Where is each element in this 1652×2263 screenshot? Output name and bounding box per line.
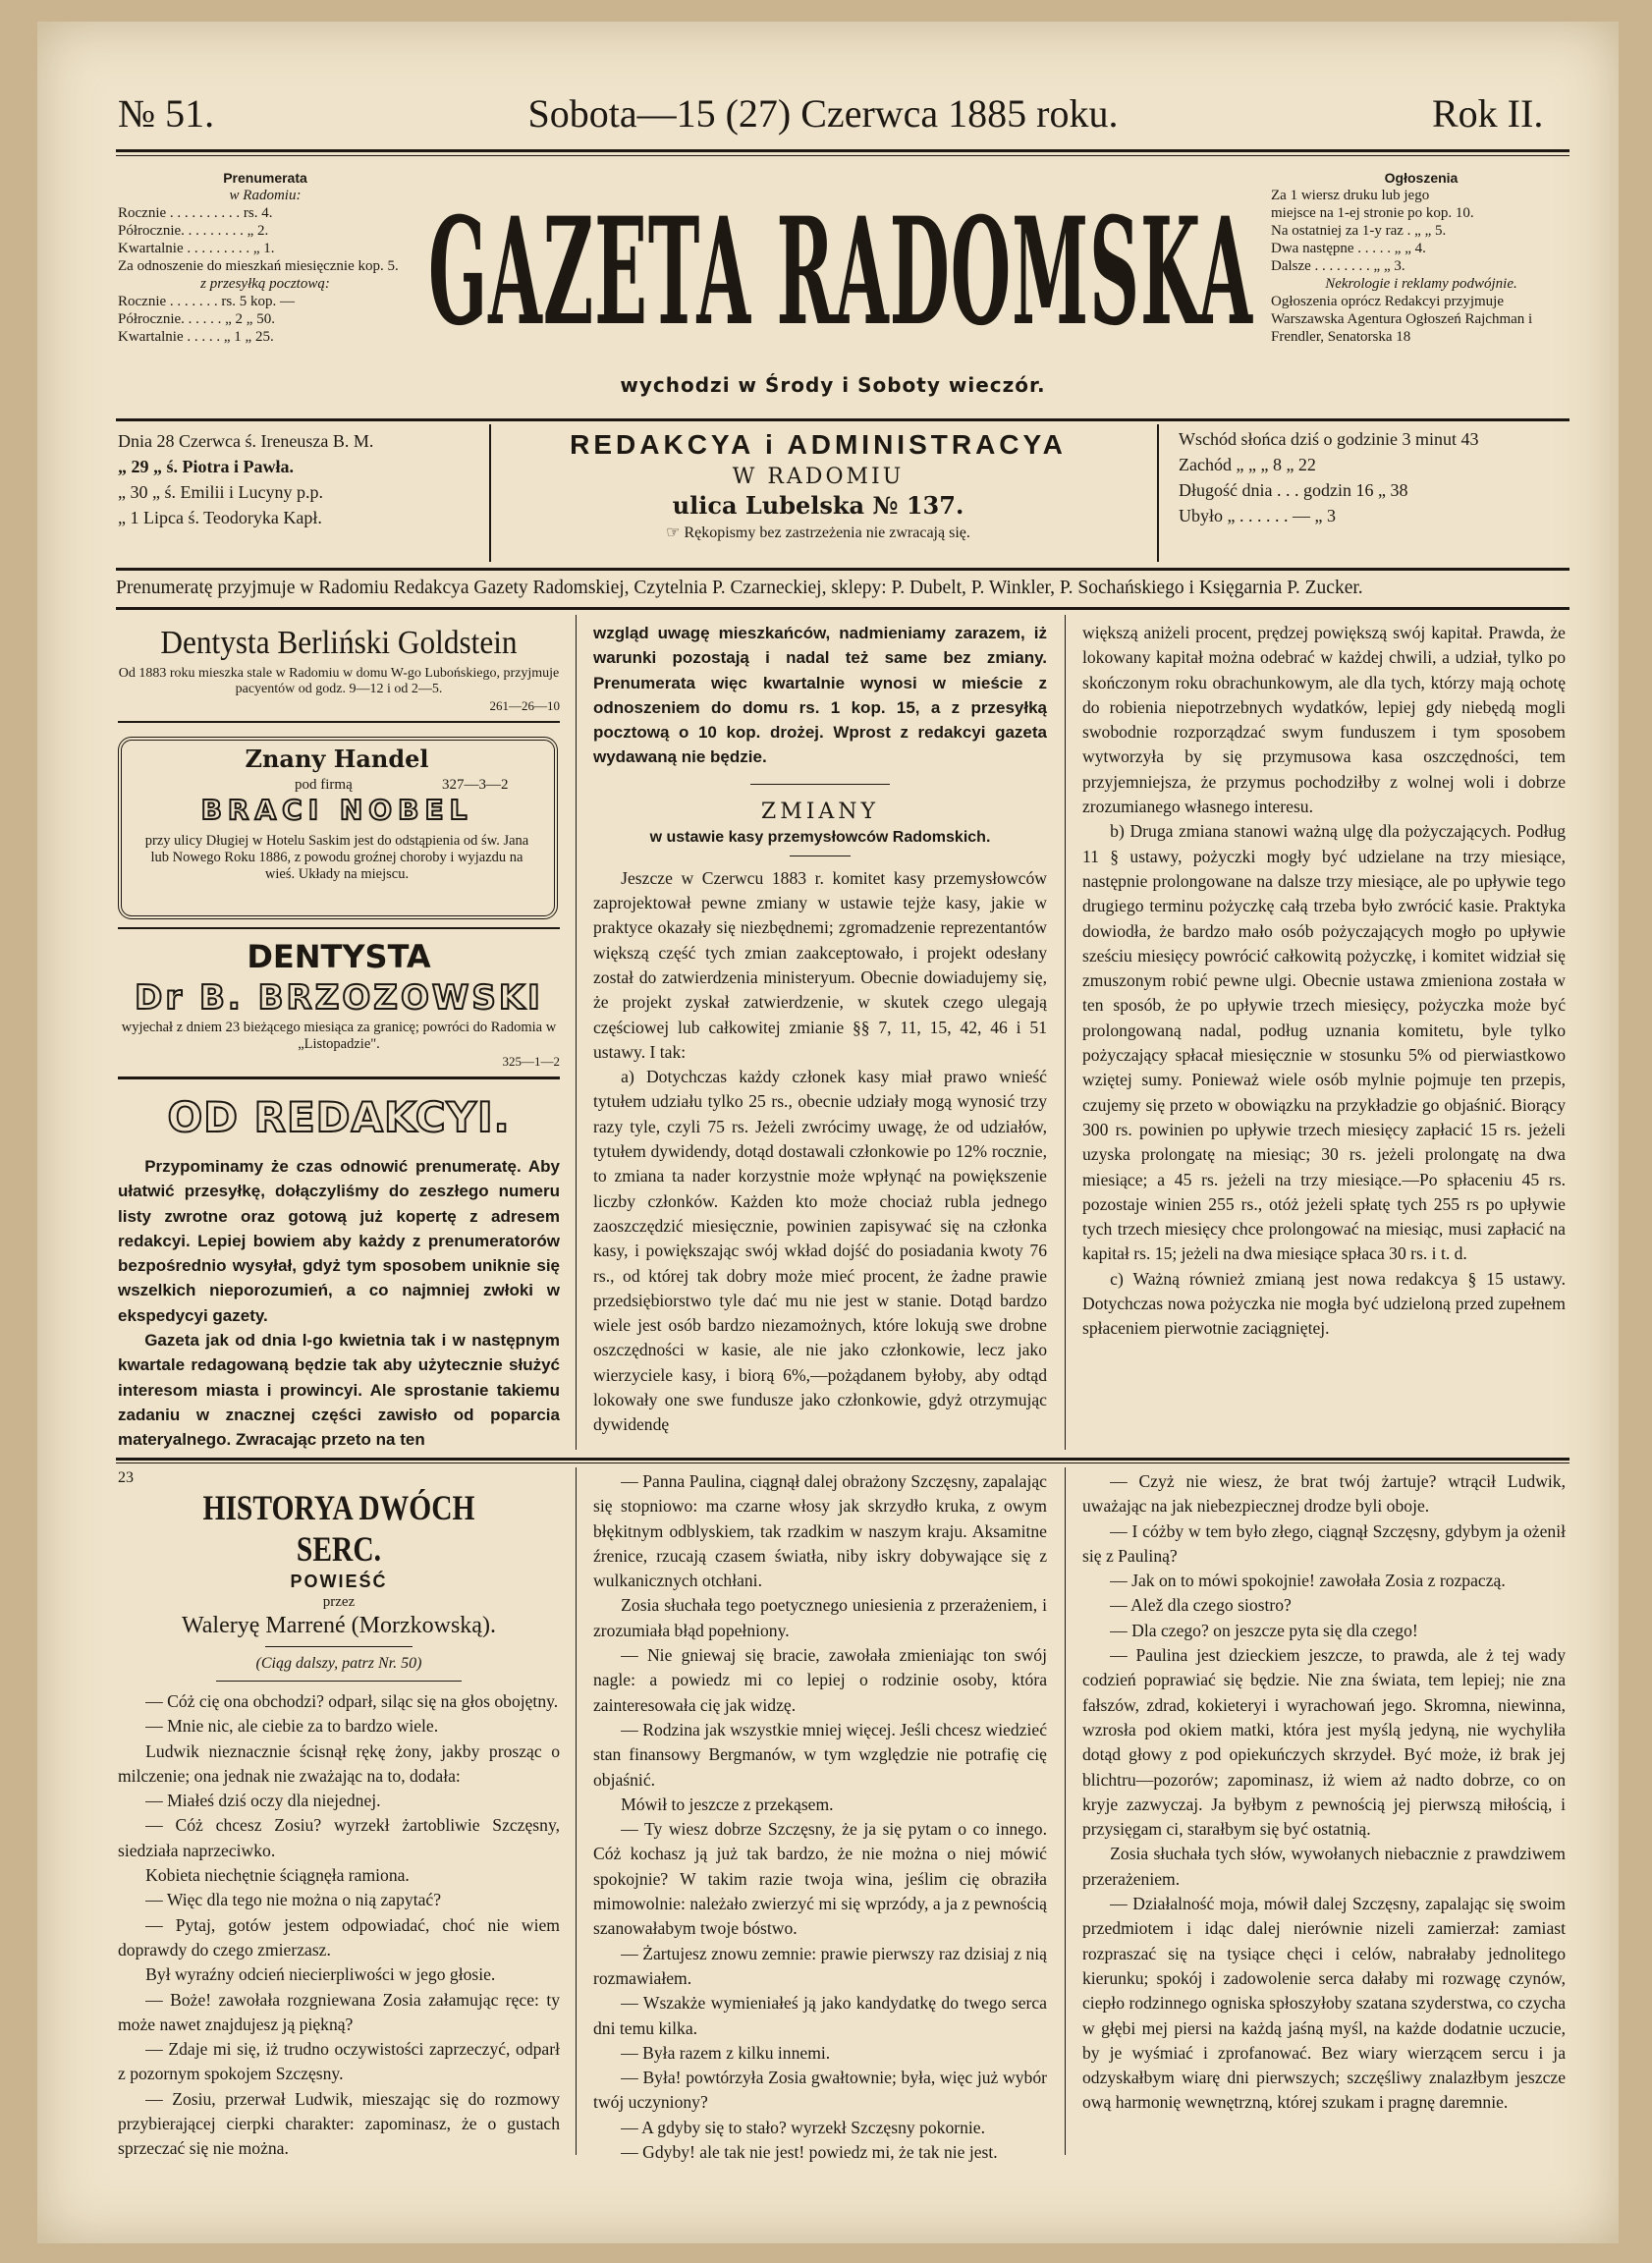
feuilleton-rule [116,1458,1569,1461]
prenumerata-radom-label: w Radomiu: [229,188,302,203]
ogloszenia-box [1271,169,1571,346]
masthead-title: GAZETA RADOMSKA [428,186,1253,359]
calendar-line-1: Dnia 28 Czerwca ś. Ireneusza B. M. [118,431,374,451]
feuilleton-c1-p4: — Cóż chcesz Zosiu? wyrzekł żartobliwie Szczęsny, siedziała naprzeciwko. [118,1815,560,1860]
feuilleton-col-1 [118,1469,560,2162]
prenumerata-post-1: Rocznie . . . . . . . rs. 5 kop. — [118,294,295,309]
zmiany-p5: c) Ważną również zmianą jest nowa redakcya § 15 ustawy. Dotychczas nowa pożyczka nie mogła być udzieloną przed zupełnem spłaceniem pierwotnie zaciągniętej. [1082,1268,1566,1339]
feuilleton-c3-p4: — Dla czego? on jeszcze pyta się dla czego! [1110,1620,1418,1640]
feuilleton-c1-p2: Ludwik nieznacznie ścisnął rękę żony, jakby prosząc o milczenie; ona jednak nie zważając na to, dodała: [118,1740,560,1786]
feuilleton-col-2 [593,1469,1047,2165]
feuilleton-c1-p11: — Zosiu, przerwał Ludwik, mieszając się do rozmowy przybierającej cierpki charakter: zapominasz, że o gustach sprzeczać się nie można. [118,2088,560,2159]
calendar-box [118,428,471,530]
prenumerata-post-2: Półrocznie. . . . . . „ 2 „ 50. [118,311,275,327]
calendar-line-4: „ 1 Lipca ś. Teodoryka Kapł. [118,508,322,527]
feuilleton-col-3 [1082,1469,1566,2116]
ogloszenia-line-3: Na ostatniej za 1-y raz . „ „ 5. [1271,223,1447,239]
ogloszenia-heading: Ogłoszenia [1384,170,1459,186]
od-redakcyi-p3: wzgląd uwagę mieszkańców, nadmieniamy zarazem, iż warunki pozostają i nadal też same bez zmiany. Prenumerata więc kwartalnie wynosi w mieście z odnoszeniem do domu rs. 1 kop. 15, a z przesyłką pocztową o 10 kop. drożej. Wprost z redakcyi gazeta wydawaną nie będzie. [593,624,1047,767]
redakcya-line2: W RADOMIU [732,465,905,489]
prenumerata-post-label: z przesyłką pocztową: [200,276,330,292]
prenumerata-heading: Prenumerata [223,170,307,186]
feuilleton-c1-p6: — Więc dla tego nie można o nią zapytać? [145,1890,442,1910]
feuilleton-rule-small [265,1646,413,1647]
zmiany-p4: b) Druga zmiana stanowi ważną ulgę dla pożyczających. Podług 11 § ustawy, pożyczki mogły być udzielane na trzy miesiące, następnie prolongowane na dalsze trzy miesiące, ale po upływie tego drugiego terminu pożyczkę całą trzeba było zwrócić kasie. Praktyka dowiodła, że bardzo mało osób pożyczających mogło po upływie sześciu miesięcy powrócić całkowitą pożyczkę, i komitet widział się zmuszonym robić pewne ulgi. Obecnie ustawa zmieniona została w ten sposób, że po upływie trzech miesięcy, pożyczka może być prolongowaną nadal, podług uznania komitetu, byle tylko pożyczający spłacał miesięcznie w stosunku 5% od pierwiastkowo wziętej sumy. Ponieważ wiele osób mylnie pojmuje ten przepis, czujemy się przeto w obowiązku na przykładzie go objaśnić. Biorący 300 rs. powinien po upływie trzech miesięcy zapłacić 15 rs. jeżeli uzyska prolongatę na miesiąc; 30 rs. jeżeli prolongatę na dwa miesiące; a 45 rs. jeżeli na trzy miesiące.—Po spłaceniu 45 rs. pozostaje winien 255 rs., otóż jeżeli spłatę tych 255 rs po upływie tych trzech miesięcy chce prolongować na miesiąc, musi zapłacić na kapitał rs. 15; jeżeli na dwa miesiące spłaca 30 rs. i t. d. [1082,821,1566,1264]
feuilleton-c1-p0: — Cóż cię ona obchodzi? odparł, siląc się na głos obojętny. [145,1691,559,1711]
redakcya-note-row [499,521,1137,545]
feuilleton-c1-p7: — Pytaj, gotów jestem odpowiadać, choć nie wiem doprawdy do czego zmierzasz. [118,1914,560,1959]
od-redakcyi-p2: Gazeta jak od dnia l-go kwietnia tak i w następnym kwartale redagowaną będzie tak aby użytecznie służyć interesom miasta i prowincyi. Ale sprostanie takiemu zadaniu w znacznej części zawisło od poparcia materyalnego. Zwracając przeto na ten [118,1331,560,1450]
prenumerata-delivery: Za odnoszenie do mieszkań miesięcznie kop. 5. [118,258,399,274]
zmiany-p1: Jeszcze w Czerwcu 1883 r. komitet kasy przemysłowców zaprojektował pewne zmiany w ustawie tejże kasy, jakie w praktyce okazały się niezbędnemi; zgromadzenie reprezentantów większą część tych zmian zaakceptowało, i projekt odesłany został do zatwierdzenia ministeryum. Obecnie dowiadujemy się, że projekt zyskał zatwierdzenie, w skutek czego ulegają częściowej lub całkowitej zmianie §§ 7, 11, 15, 42, 46 i 51 ustawy. I tak: [593,867,1047,1062]
redakcya-line1: REDAKCYA i ADMINISTRACYA [570,429,1067,460]
feuilleton-c1-p10: — Zdaje mi się, iż trudno oczywistości zaprzeczyć, odparł z pozornym spokojem Szczęsny. [118,2039,560,2084]
middle-column [593,621,1047,1438]
feuilleton-c3-p7: — Działalność moja, mówił dalej Szczęsny, zapalając się swoim przedmiotem i idąc dalej nierównie nizeli zamierzał: zamiast rozpraszać się na tysiące chęci i celów, nabrałaby jednolitego kierunku; spokój i zadowolenie serca dałaby mi rozwagę czynów, ciepło rodzinnego ogniska spłoszyłoby szatana szyderstwa, co czycha w głębi mej piersi na każdą jaśną myśl, na każde dodatnie uczucie, by je wyśmiać i zprofanować. Bez wiary wierzącem sercu i ja odzyskałbym wiarę dni pierwszych; szczęśliwy znalazłbym jeszcze ową harmonię wewnętrzną, której szukam i pragnę daremnie. [1082,1894,1566,2113]
ogloszenia-agency: Ogłoszenia oprócz Redakcyi przyjmuje Warszawska Agentura Ogłoszeń Rajchman i Frendler, Senatorska 18 [1271,294,1533,345]
feuilleton-c2-p7: — Wszakże wymieniałeś ją jako kandydatkę do twego serca dni temu kilka. [593,1993,1047,2038]
brzozowski-text: wyjechał z dniem 23 bieżącego miesiąca za granicę; powróci do Radomia w „Listopadzie". [121,1020,557,1052]
feuilleton-c2-p9: — Była! powtórzyła Zosia gwałtownie; była, więc już wybór twój uczyniony? [593,2068,1047,2113]
sun-line-4: Ubyło „ . . . . . . — „ 3 [1179,506,1336,525]
od-redakcyi-body [118,1154,560,1453]
feuilleton-number: 23 [118,1469,134,1486]
pointing-hand-icon: ☞ [666,524,685,541]
handel-title: Znany Handel [245,745,429,773]
feuilleton-c3-p0: — Czyż nie wiesz, że brat twój żartuje? wtrącił Ludwik, uważając na jak niebezpiecznej drodze byli oboje. [1082,1471,1566,1517]
feuilleton-col2-body [593,1469,1047,2165]
sun-line-1: Wschód słońca dziś o godzinie 3 minut 43 [1179,429,1479,449]
newspaper-page [37,22,1619,2243]
redakcya-box [499,426,1137,545]
ogloszenia-line-1: Za 1 wiersz druku lub jego [1271,188,1430,203]
column-divider-2 [1065,615,1066,1450]
info-rule [116,568,1569,571]
column-divider-1 [576,615,577,1450]
subscription-bar: Prenumeratę przyjmuje w Radomiu Redakcya Gazety Radomskiej, Czytelnia P. Czarneckiej, sklepy: P. Dubelt, P. Winkler, P. Sochańskiego i Księgarnia P. Zucker. [116,578,1363,598]
sun-line-3: Długość dnia . . . godzin 16 „ 38 [1179,480,1408,500]
ad-rule-2 [118,927,560,929]
feuilleton-c2-p0: — Panna Paulina, ciągnął dalej obrażony Szczęsny, zapalając się stopniowo: ma czarne włosy jak skrzydło kruka, z owym błękitnym odblyskiem, tak rzadkim w naszym kraju. Aksamitne źrenice, rzucają czasem światła, niby iskry dobywające się z wulkanicznych otchłani. [593,1471,1047,1591]
calendar-line-3: „ 30 „ ś. Emilii i Lucyny p.p. [118,482,323,502]
redakcya-line3: ulica Lubelska № 137. [672,491,964,520]
prenumerata-radom-2: Półrocznie. . . . . . . . . „ 2. [118,223,269,239]
feuilleton-c3-p3: — Alež dla czego siostro? [1110,1595,1292,1616]
zmiany-body-cont [1082,621,1566,1342]
brzozowski-name: Dr B. BRZOZOWSKI [135,978,543,1018]
ad-rule-1 [118,721,560,723]
feuilleton-by: przez [322,1594,356,1610]
header-rule [116,149,1569,152]
prenumerata-radom-1: Rocznie . . . . . . . . . . rs. 4. [118,205,273,221]
feuilleton-rule-small-2 [216,1681,462,1682]
feuilleton-c3-p1: — I cóżby w tem było złego, ciągnął Szczęsny, gdybym ja ożenił się z Pauliną? [1082,1520,1566,1566]
section-rule [750,784,890,785]
zmiany-subtitle: w ustawie kasy przemysłowców Radomskich. [649,828,991,846]
column-divider-4 [1065,1467,1066,2155]
ogloszenia-line-4: Dwa następne . . . . . „ „ 4. [1271,241,1426,256]
feuilleton-c3-p2: — Jak on to mówi spokojnie! zawołała Zosia z rozpaczą. [1110,1571,1506,1591]
feuilleton-c3-p5: — Paulina jest dzieckiem jeszcze, to prawda, ale ż tej wady codzień poprawiać się będzie. Nie zna świata, tem lepiej; nie zna fałszów, zdrad, kokieteryi i wyrachowań jego. Skromna, niewinna, wzrosła pod okiem matki, która jest myślą jedyną, nie wychyliła dotąd głowy z pod opiekuńczych skrzydeł. Być może, iż brak jej blichtru—pozorów; zapominasz, iż wiem aż nadto dobrze, co on kryje zazwyczaj. Ja byłbym z pewnością jej pierwszą miłością, i przysięgam ci, starałbym się być ostatnią. [1082,1645,1566,1840]
zmiany-p2: a) Dotychczas każdy członek kasy miał prawo wnieść tytułem udziału tylko 25 rs., obecnie udziały mogą wynosić trzy razy tyle, czyli 75 rs. Jeżeli zwrócimy uwagę, że od udziałów, tytułem dywidendy, dotąd dostawali członkowie po 12% rocznie, to zmiana ta nader korzystnie może wpłynąć na powiększenie liczby członków. Każden kto może chociaż rubla jednego zaoszczędzić miesięcznie, powinien zapisywać się na członka kasy, i powiększając swój wkład dojść do posiadania kwoty 76 rs., od której tak dobry może mieć procent, że żadne prawie przedsiębiorstwo tyle dać mu nie jest w stanie. Dotąd bardzo wiele jest osób bardzo niezamożnych, które lokują swe drobne oszczędności w kasie, ale nie jako członkowie, lecz jako wierzyciele kasy, i biorą 6%,—pożądanem byłoby, aby odtąd lokowały one swe fundusze jako członkowie, gdyż otrzymując dywidendę [593,1067,1047,1435]
redakcya-note: Rękopismy bez zastrzeżenia nie zwracają się. [684,524,970,541]
feuilleton-c2-p6: — Żartujesz znowu zemnie: prawie pierwszy raz dzisiaj z nią rozmawiałem. [593,1943,1047,1988]
issue-number: № 51. [118,91,215,136]
handel-firm: BRACI NOBEL [200,794,473,826]
right-column [1082,621,1566,1342]
feuilleton-c2-p3: — Rodzina jak wszystkie mniej więcej. Jeśli chcesz wiedzieć stan finansowy Bergmanów, w tym względzie nie potrafię cię objaśnić. [593,1719,1047,1790]
calendar-line-2: „ 29 „ ś. Piotra i Pawła. [118,457,294,476]
handel-under: pod firmą [295,777,353,793]
handel-text: przy ulicy Długiej w Hotelu Saskim jest do odstąpienia od św. Jana lub Nowego Roku 1886, z powodu groźnej choroby i wyjazdu na wieś. Układy na miejscu. [144,833,529,882]
feuilleton-c2-p10: — A gdyby się to stało? wyrzekł Szczęsny pokornie. [621,2117,986,2137]
feuilleton-c1-p1: — Mnie nic, ale ciebie za to bardzo wiele. [145,1716,439,1737]
feuilleton-col3-body [1082,1469,1566,2116]
feuilleton-title: HISTORYA DWÓCH SERC. [202,1488,475,1569]
goldstein-text: Od 1883 roku mieszka stale w Radomiu w domu W-go Lubońskiego, przyjmuje pacyentów od godz. 9—12 i od 2—5. [118,666,560,696]
ogloszenia-line-2: miejsce na 1-ej stronie po kop. 10. [1271,205,1474,221]
od-redakcyi-p1: Przypominamy że czas odnowić prenumeratę. Aby ułatwić przesyłkę, dołączyliśmy do zeszłego numeru listy zwrotne oraz gotową już kopertę z adresem redakcyi. Lepiej bowiem aby każdy z prenumeratorów bezpośrednio wysyłał, gdyż tym sposobem uniknie się wszelkich nieporozumień, a co najmniej zwłoki w ekspedycyi gazety. [118,1157,560,1325]
handel-code: 327—3—2 [442,777,509,793]
zmiany-body [593,866,1047,1438]
feuilleton-c2-p8: — Była razem z kilku innemi. [621,2042,831,2063]
goldstein-code: 261—26—10 [489,698,560,713]
dentysta-title: DENTYSTA [247,938,431,975]
prenumerata-box [118,169,413,346]
sun-line-2: Zachód „ „ „ 8 „ 22 [1179,455,1316,474]
feuilleton-c2-p1: Zosia słuchała tego poetycznego uniesienia z przerażeniem, i zrozumiała błąd popełniony. [593,1595,1047,1640]
zmiany-title: ZMIANY [760,799,880,824]
brzozowski-code: 325—1—2 [502,1054,560,1069]
volume-year: Rok II. [1432,91,1544,136]
ogloszenia-note: Nekrologie i reklamy podwójnie. [1325,276,1517,292]
sun-box [1179,426,1571,528]
od-redakcyi-title: OD REDAKCYI. [167,1093,511,1141]
feuilleton-c2-p4: Mówił to jeszcze z przekąsem. [621,1794,834,1814]
feuilleton-c1-p8: Był wyraźny odcień niecierpliwości w jego głosie. [145,1964,496,1985]
ad-rule-3 [118,1076,560,1079]
feuilleton-c2-p11: — Gdyby! ale tak nie jest! powiedz mi, że tak nie jest. [621,2142,998,2163]
ogloszenia-line-5: Dalsze . . . . . . . . „ „ 3. [1271,258,1405,274]
feuilleton-genre: POWIEŚĆ [290,1572,388,1591]
feuilleton-c1-p9: — Boże! zawołała rozgniewana Zosia załamując ręce: ty może nawet znajdujesz ją piękną? [118,1989,560,2034]
zmiany-p3: większą aniżeli procent, prędzej powiększą swój kapitał. Prawda, że lokowany kapitał można odebrać w każdej chwili, a udział, tylko po skończonym roku obrachunkowym, ale dla tych, którzy mają ochotę do robienia niepotrzebnych wydatków, lepiej gdy niebędą mogli swobodnie rozporządzać swym funduszem i tym sposobem wytworzyła by się przymusowa kasa oszczędności, tem przyjemniejsza, że przymus pochodziłby z wolnej woli i dobrze zrozumianego własnego interesu. [1082,623,1566,817]
prenumerata-radom-3: Kwartalnie . . . . . . . . . „ 1. [118,241,275,256]
handel-ad [118,737,560,921]
feuilleton-author: Waleryę Marrené (Morzkowską). [182,1613,496,1638]
info-divider-left [489,424,491,562]
feuilleton-col1-body [118,1689,560,2162]
feuilleton-c1-p5: Kobieta niechętnie ściągnęła ramiona. [145,1865,410,1886]
header-rule-thin [116,155,1569,156]
feuilleton-c3-p6: Zosia słuchała tych słów, wywołanych niebacznie z prawdziwem przerażeniem. [1082,1844,1566,1889]
ads-column [118,621,560,1453]
goldstein-title: Dentysta Berliński Goldstein [160,625,518,661]
subscription-rule [116,607,1569,610]
issue-date: Sobota—15 (27) Czerwca 1885 roku. [527,91,1119,136]
feuilleton-cont: (Ciąg dalszy, patrz Nr. 50) [255,1655,422,1672]
masthead-rule [116,418,1569,421]
column-divider-3 [576,1467,577,2155]
feuilleton-c1-p3: — Miałeś dziś oczy dla niejednej. [145,1791,381,1811]
info-divider-right [1157,424,1159,562]
feuilleton-c2-p5: — Ty wiesz dobrze Szczęsny, że ja się pytam o co innego. Cóż kochasz ją już tak bardzo, że nie można o niej mówić spokojnie? W takim razie twoja wina, jeślim cię obraziła mimowolnie: należało zwierzyć mi się wprzódy, a ja z pewnością szanowałabym twoje bóstwo. [593,1819,1047,1939]
prenumerata-post-3: Kwartalnie . . . . . „ 1 „ 25. [118,329,274,345]
masthead-title-wrap [428,186,1293,365]
masthead-subtitle: wychodzi w Środy i Soboty wieczór. [620,373,1046,397]
feuilleton-c2-p2: — Nie gniewaj się bracie, zawołała zmieniając ton swój nagle: a powiedz mi co lepiej o rodzinie osoby, która zainteresowała cię jak widzę. [593,1645,1047,1715]
